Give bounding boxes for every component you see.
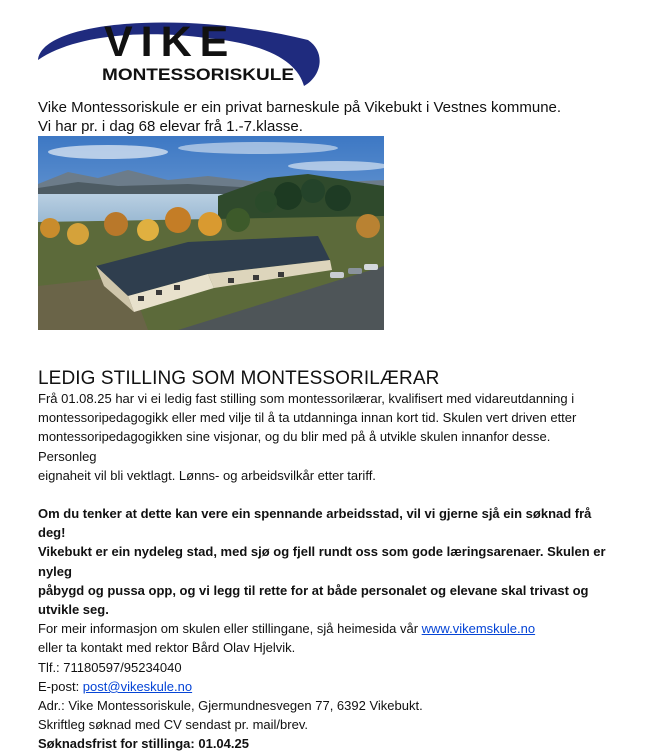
application-note: Skriftleg søknad med CV sendast pr. mail/brev. bbox=[38, 717, 308, 733]
paragraph-line: Frå 01.08.25 har vi ei ledig fast stilling som montessorilærar, kvalifisert med vidareutdanning i bbox=[38, 391, 575, 406]
spacer bbox=[38, 485, 608, 504]
logo-main-text: VIKE bbox=[104, 18, 237, 66]
intro-line-2: Vi har pr. i dag 68 elevar frå 1.-7.klasse. bbox=[38, 118, 303, 135]
bold-line: Om du tenker at dette kan vere ein spennande arbeidsstad, vil vi gjerne sjå ein søknad frå deg! bbox=[38, 506, 592, 541]
contact-line: eller ta kontakt med rektor Bård Olav Hjelvik. bbox=[38, 640, 296, 656]
school-aerial-photo bbox=[38, 136, 384, 330]
logo-sub-text: MONTESSORISKULE bbox=[102, 65, 294, 84]
bold-line: påbygd og pussa opp, og vi legg til rette for at både personalet og elevane skal trivast og utvikle seg. bbox=[38, 582, 589, 618]
info-line bbox=[38, 619, 608, 638]
bold-line: Vikebukt er ein nydeleg stad, med sjø og fjell rundt oss som gode læringsarenaer. Skulen er nyleg bbox=[38, 544, 606, 579]
phone-line: Tlf.: 71180597/95234040 bbox=[38, 659, 182, 675]
paragraph-line: montessoripedagogikk eller med vilje til å ta utdanninga innan kort tid. Skulen vert driven etter bbox=[38, 410, 577, 426]
intro-line-1: Vike Montessoriskule er ein privat barneskule på Vikebukt i Vestnes kommune. bbox=[38, 99, 562, 116]
email-link[interactable]: post@vikeskule.no bbox=[82, 678, 193, 694]
deadline-line: Søknadsfrist for stillinga: 01.04.25 bbox=[38, 736, 249, 752]
intro-text bbox=[38, 98, 561, 136]
address-line: Adr.: Vike Montessoriskule, Gjermundnesvegen 77, 6392 Vikebukt. bbox=[38, 698, 423, 714]
website-link[interactable]: www.vikemskule.no bbox=[421, 621, 536, 637]
job-description bbox=[38, 389, 608, 754]
email-label: E-post: bbox=[38, 678, 83, 694]
paragraph-line: montessoripedagogikken sine visjonar, og du blir med på å utvikle skulen innanfor desse. Personleg bbox=[38, 429, 551, 464]
info-prefix: For meir informasjon om skulen eller stillingane, sjå heimesida vår bbox=[38, 621, 422, 637]
school-logo bbox=[36, 14, 326, 96]
paragraph-line: eignaheit vil bli vektlagt. Lønns- og arbeidsvilkår etter tariff. bbox=[38, 467, 376, 483]
email-line bbox=[38, 677, 608, 696]
job-title: LEDIG STILLING SOM MONTESSORILÆRAR bbox=[38, 368, 440, 389]
